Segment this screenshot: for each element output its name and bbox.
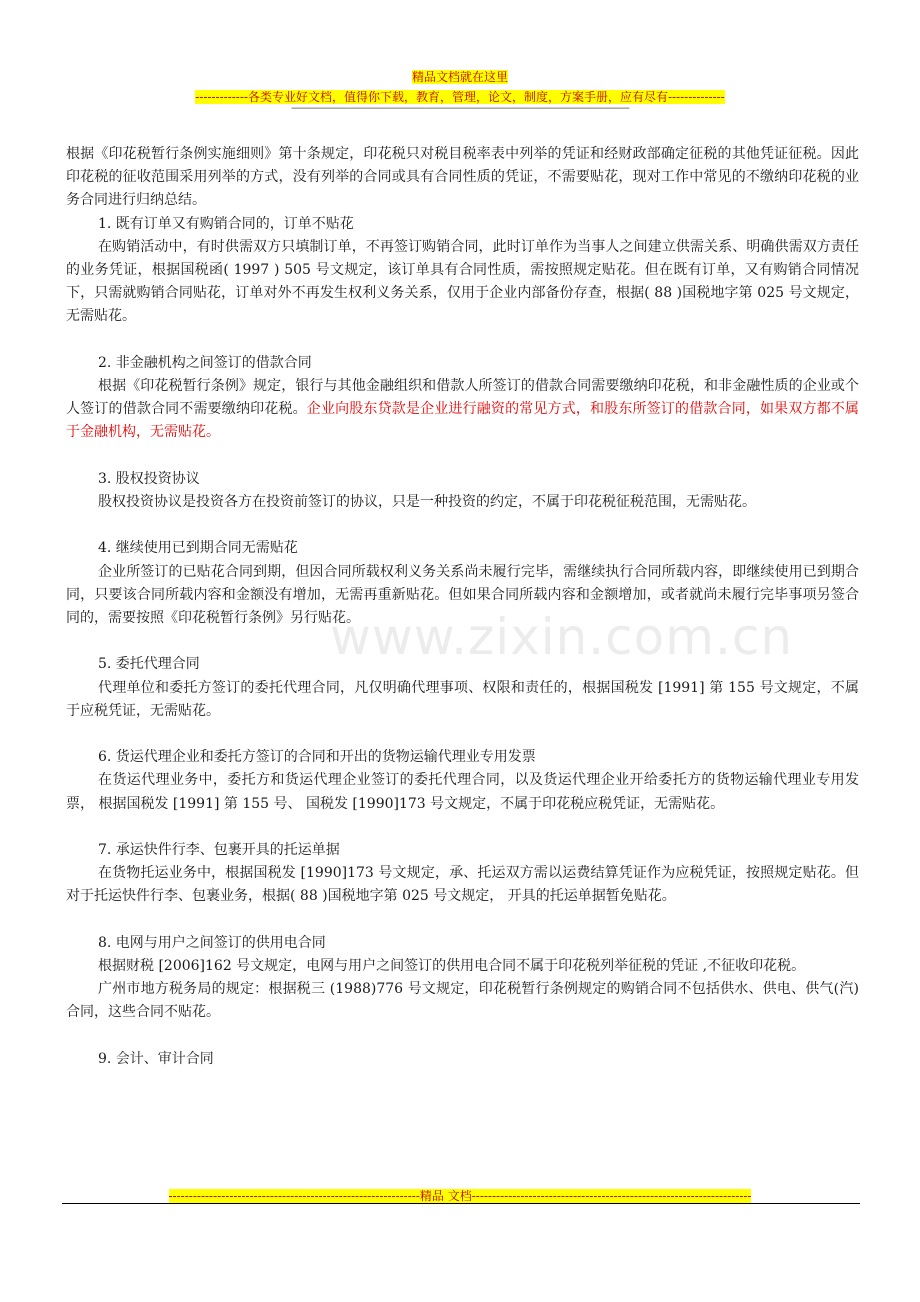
footer-rule xyxy=(62,1203,860,1204)
intro-paragraph: 根据《印花税暂行条例实施细则》第十条规定，印花税只对税目税率表中列举的凭证和经财政部确定征税的其他凭证征税。因此印花税的征收范围采用列举的方式，没有列举的合同或具有合同性质的凭证，不需要贴花，现对工作中常见的不缴纳印花税的业务合同进行归纳总结。 xyxy=(66,146,859,209)
section-6-paragraph: 在货运代理业务中，委托方和货运代理企业签订的委托代理合同，以及货运代理企业开给委托方的货物运输代理业专用发票， 根据国税发 [1991] 第 155 号、 国税发 [1990]173 号文规定，不属于印花税应税凭证，无需贴花。 xyxy=(66,772,859,812)
section-1-heading: 1. 既有订单又有购销合同的，订单不贴花 xyxy=(98,215,354,232)
header-title-text: 精品文档就在这里 xyxy=(411,70,508,84)
section-7-heading: 7. 承运快件行李、包裹开具的托运单据 xyxy=(98,842,340,858)
section-8-paragraph: 根据财税 [2006]162 号文规定，电网与用户之间签订的供用电合同不属于印花税列举征税的凭证 ,不征收印花税。 xyxy=(98,958,806,974)
section-8-heading: 8. 电网与用户之间签订的供用电合同 xyxy=(98,934,326,951)
section-8-paragraph-2: 广州市地方税务局的规定：根据税三 (1988)776 号文规定，印花税暂行条例规定的购销合同不包括供水、供电、供气(汽)合同，这些合同不贴花。 xyxy=(66,981,859,1021)
section-2-paragraph xyxy=(66,375,859,445)
section-3-heading: 3. 股权投资协议 xyxy=(98,470,200,487)
watermark: www.zixin.com.cn xyxy=(330,608,794,666)
section-2-highlight: 企业向股东贷款是企业进行融资的常见方式，和股东所签订的借款合同，如果双方都不属于金融机构，无需贴花。 xyxy=(66,401,859,441)
section-6-heading: 6. 货运代理企业和委托方签订的合同和开出的货物运输代理业专用发票 xyxy=(98,749,536,766)
section-4-heading: 4. 继续使用已到期合同无需贴花 xyxy=(98,540,298,557)
section-5-heading: 5. 委托代理合同 xyxy=(98,656,200,673)
section-3-paragraph: 股权投资协议是投资各方在投资前签订的协议，只是一种投资的约定，不属于印花税征税范围，无需贴花。 xyxy=(98,494,756,511)
footer-text: --------------------------------------------------------------精品 文档--------------------------------------------------------------------- xyxy=(168,1189,752,1203)
section-7-paragraph: 在货物托运业务中，根据国税发 [1990]173 号文规定，承、托运双方需以运费结算凭证作为应税凭证，按照规定贴花。但对于托运快件行李、包裹业务，根据( 88 )国税地字第 025 号文规定， 开具的托运单据暂免贴花。 xyxy=(66,865,859,905)
header-tagline-text: -------------各类专业好文档，值得你下载，教育，管理，论文，制度，方案手册，应有尽有-------------- xyxy=(195,90,725,104)
footer xyxy=(0,1185,920,1204)
section-1-paragraph: 在购销活动中，有时供需双方只填制订单，不再签订购销合同，此时订单作为当事人之间建立供需关系、明确供需双方责任的业务凭证，根据国税函( 1997 ) 505 号文规定，该订单具有合同性质，需按照规定贴花。但在既有订单，又有购销合同情况下，只需就购销合同贴花，订单对外不再发生权利义务关系，仅用于企业内部备份存查，根据( 88 )国税地字第 025 号文规定，无需贴花。 xyxy=(66,238,859,325)
document-body xyxy=(66,143,859,1071)
section-4-paragraph: 企业所签订的已贴花合同到期，但因合同所载权利义务关系尚未履行完毕，需继续执行合同所载内容，即继续使用已到期合同，只要该合同所载内容和金额没有增加，无需再重新贴花。但如果合同所载内容和金额增加，或者就尚未履行完毕事项另签合同的，需要按照《印花税暂行条例》另行贴花。 xyxy=(66,563,859,627)
section-2-text: 根据《印花税暂行条例》规定，银行与其他金融组织和借款人所签订的借款合同需要缴纳印花税，和非金融性质的企业或个人签订的借款合同不需要缴纳印花税。 xyxy=(66,378,859,418)
header-title xyxy=(0,66,920,85)
section-5-paragraph: 代理单位和委托方签订的委托代理合同，凡仅明确代理事项、权限和责任的，根据国税发 [1991] 第 155 号文规定，不属于应税凭证，无需贴花。 xyxy=(66,679,859,719)
header-divider: ---------------------------------------------------------------------------------------------------------------------------------------------- xyxy=(291,103,629,114)
section-2-heading: 2. 非金融机构之间签订的借款合同 xyxy=(98,354,312,371)
section-9-heading: 9. 会计、审计合同 xyxy=(98,1050,214,1067)
